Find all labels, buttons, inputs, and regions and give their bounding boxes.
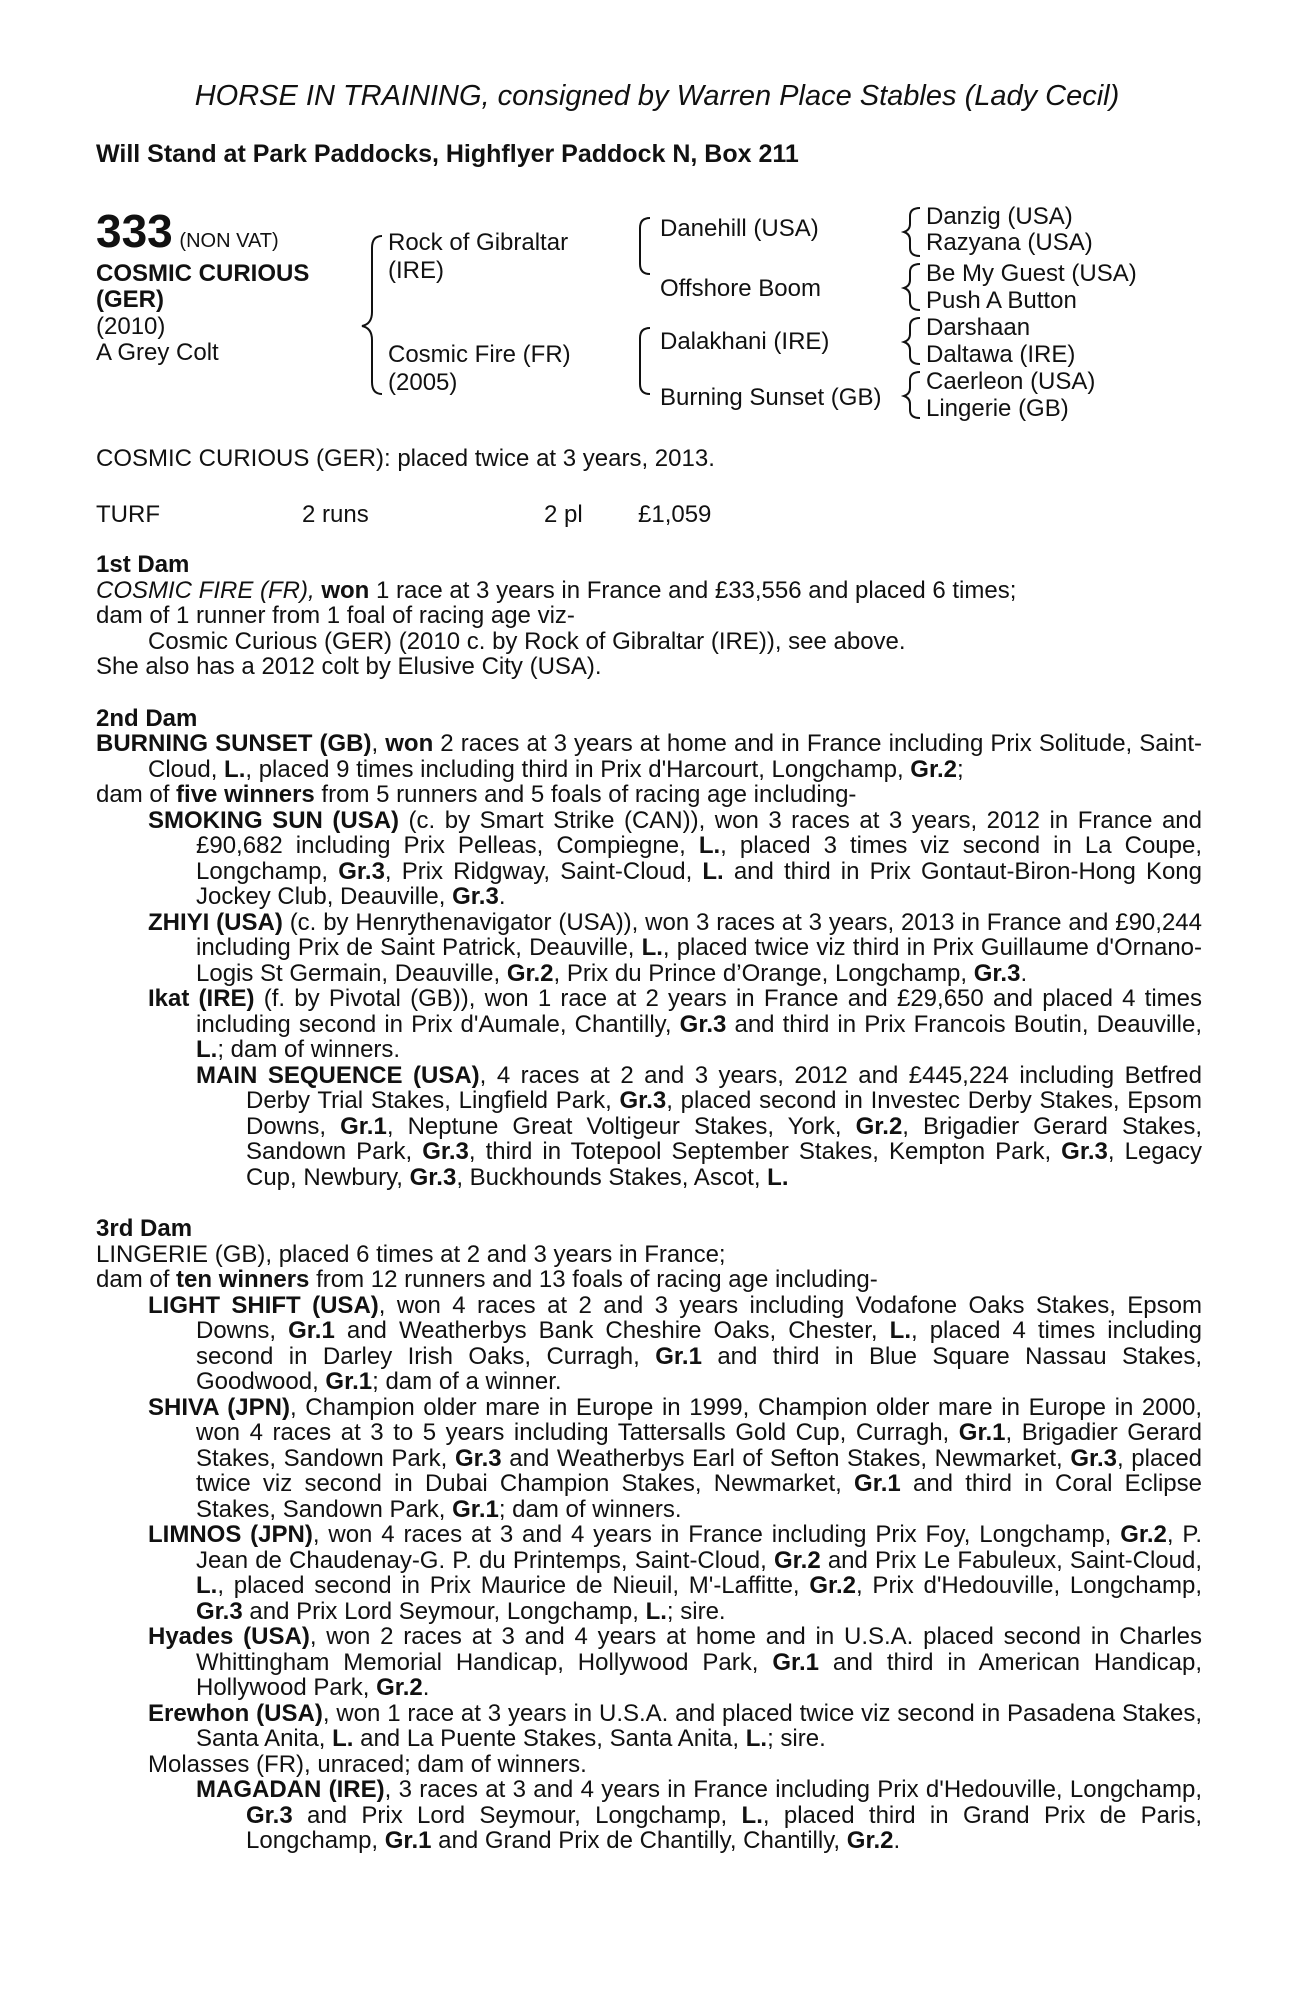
second-dam-line: BURNING SUNSET (GB), won 2 races at 3 years at home and in France including Prix Solitude, Saint-Cloud, L., placed 9 times including third in Prix d'Harcourt, Longchamp, Gr.2;: [96, 730, 1202, 783]
sss: Danzig (USA): [926, 203, 1073, 230]
produce-item: MAGADAN (IRE), 3 races at 3 and 4 years in France including Prix d'Hedouville, Longchamp, Gr.3 and Prix Lord Seymour, Longchamp, L., placed third in Grand Prix de Paris, Longchamp, Gr.1 and Grand Prix de Chantilly, Chantilly, Gr.2.: [196, 1776, 1202, 1854]
produce-item: MAIN SEQUENCE (USA), 4 races at 2 and 3 years, 2012 and £445,224 including Betfred Derby Trial Stakes, Lingfield Park, Gr.3, placed second in Investec Derby Stakes, Epsom Downs, Gr.1, Neptune Great Voltigeur Stakes, York, Gr.2, Brigadier Gerard Stakes, Sandown Park, Gr.3, third in Totepool September Stakes, Kempton Park, Gr.3, Legacy Cup, Newbury, Gr.3, Buckhounds Stakes, Ascot, L.: [196, 1061, 1203, 1191]
horse-name: COSMIC CURIOUS: [96, 260, 310, 287]
third-dam-section: [96, 1216, 1202, 1854]
lot-vat: (NON VAT): [179, 230, 279, 252]
sire-name: Rock of Gibraltar: [388, 229, 569, 256]
first-dam-produce: dam of 1 runner from 1 foal of racing age viz-: [96, 602, 575, 629]
third-dam-produce: dam of ten winners from 12 runners and 13 foals of racing age including-: [96, 1266, 878, 1293]
produce-item: Erewhon (USA), won 1 race at 3 years in U.S.A. and placed twice viz second in Pasadena Stakes, Santa Anita, L. and La Puente Stakes, Santa Anita, L.; sire.: [148, 1699, 1203, 1752]
race-summary: COSMIC CURIOUS (GER): placed twice at 3 years, 2013.: [96, 445, 715, 472]
dam-dam: Burning Sunset (GB): [660, 384, 882, 411]
produce-item: Ikat (IRE) (f. by Pivotal (GB)), won 1 race at 2 years in France and £29,650 and placed 4 times including second in Prix d'Aumale, Chantilly, Gr.3 and third in Prix Francois Boutin, Deauville, L.; dam of winners.: [148, 985, 1203, 1063]
page-title: HORSE IN TRAINING, consigned by Warren Place Stables (Lady Cecil): [194, 80, 1120, 112]
dam-sire: Dalakhani (IRE): [660, 328, 830, 355]
produce-item: SMOKING SUN (USA) (c. by Smart Strike (CAN)), won 3 races at 3 years, 2012 in France and £90,682 including Prix Pelleas, Compiegne, L., placed 3 times viz second in La Coupe, Longchamp, Gr.3, Prix Ridgway, Saint-Cloud, L. and third in Prix Gontaut-Biron-Hong Kong Jockey Club, Deauville, Gr.3.: [148, 806, 1203, 910]
produce-item: Molasses (FR), unraced; dam of winners.: [148, 1750, 587, 1778]
dam-year: (2005): [388, 369, 458, 396]
pedigree-braces: [0, 0, 1314, 440]
dam-sections: [96, 552, 1202, 1854]
record-earnings: £1,059: [638, 501, 712, 528]
sire-origin: (IRE): [388, 257, 444, 284]
produce-item: SHIVA (JPN), Champion older mare in Europe in 1999, Champion older mare in Europe in 2000, won 4 races at 3 to 5 years including Tattersalls Gold Cup, Curragh, Gr.1, Brigadier Gerard Stakes, Sandown Park, Gr.3 and Weatherbys Earl of Sefton Stakes, Newmarket, Gr.3, placed twice viz second in Dubai Champion Stakes, Newmarket, Gr.1 and third in Coral Eclipse Stakes, Sandown Park, Gr.1; dam of winners.: [148, 1393, 1203, 1523]
section-heading: 3rd Dam: [96, 1215, 193, 1242]
horse-desc: A Grey Colt: [96, 339, 219, 366]
first-dam-note: She also has a 2012 colt by Elusive City (USA).: [96, 653, 602, 680]
produce-item: ZHIYI (USA) (c. by Henrythenavigator (USA)), won 3 races at 3 years, 2013 in France and £90,244 including Prix de Saint Patrick, Deauville, L., placed twice viz third in Prix Guillaume d'Ornano-Logis St Germain, Deauville, Gr.2, Prix du Prince d’Orange, Longchamp, Gr.3.: [148, 908, 1203, 987]
third-dam-line: LINGERIE (GB), placed 6 times at 2 and 3 years in France;: [96, 1240, 726, 1268]
sdd: Push A Button: [926, 287, 1077, 314]
record-surface: TURF: [96, 501, 160, 528]
produce-item: Hyades (USA), won 2 races at 3 and 4 years at home and in U.S.A. placed second in Charles Whittingham Memorial Handicap, Hollywood Park, Gr.1 and third in American Handicap, Hollywood Park, Gr.2.: [148, 1623, 1202, 1701]
dds: Caerleon (USA): [926, 368, 1096, 395]
section-heading: 1st Dam: [96, 551, 190, 578]
second-dam-section: [96, 706, 1202, 1191]
horse-origin: (GER): [96, 286, 164, 313]
section-heading: 2nd Dam: [96, 704, 198, 732]
stand-location: Will Stand at Park Paddocks, Highflyer Paddock N, Box 211: [96, 140, 799, 168]
horse-year: (2010): [96, 313, 166, 340]
sire-sire: Danehill (USA): [660, 215, 819, 242]
produce-item: Cosmic Curious (GER) (2010 c. by Rock of Gibraltar (IRE)), see above.: [148, 627, 906, 655]
produce-item: LIGHT SHIFT (USA), won 4 races at 2 and 3 years including Vodafone Oaks Stakes, Epsom Downs, Gr.1 and Weatherbys Bank Cheshire Oaks, Chester, L., placed 4 times including second in Darley Irish Oaks, Curragh, Gr.1 and third in Blue Square Nassau Stakes, Goodwood, Gr.1; dam of a winner.: [148, 1291, 1203, 1395]
dam-name: COSMIC FIRE (FR),: [96, 576, 315, 604]
lot-number: 333: [96, 205, 173, 257]
dam-name: Cosmic Fire (FR): [388, 341, 571, 368]
record-runs: 2 runs: [302, 501, 369, 528]
sds: Be My Guest (USA): [926, 260, 1137, 287]
second-dam-produce: dam of five winners from 5 runners and 5 foals of racing age including-: [96, 781, 857, 808]
ddd: Lingerie (GB): [926, 395, 1069, 422]
produce-item: LIMNOS (JPN), won 4 races at 3 and 4 years in France including Prix Foy, Longchamp, Gr.2, P. Jean de Chaudenay-G. P. du Printemps, Saint-Cloud, Gr.2 and Prix Le Fabuleux, Saint-Cloud, L., placed second in Prix Maurice de Nieuil, M'-Laffitte, Gr.2, Prix d'Hedouville, Longchamp, Gr.3 and Prix Lord Seymour, Longchamp, L.; sire.: [148, 1521, 1203, 1625]
record-placed: 2 pl: [544, 501, 583, 528]
first-dam-line: COSMIC FIRE (FR), won 1 race at 3 years in France and £33,556 and placed 6 times;: [96, 576, 1017, 604]
dss: Darshaan: [926, 314, 1031, 341]
dsd: Daltawa (IRE): [926, 341, 1076, 368]
first-dam-section: [96, 552, 1202, 680]
ssd: Razyana (USA): [926, 229, 1093, 256]
sire-dam: Offshore Boom: [660, 275, 821, 302]
